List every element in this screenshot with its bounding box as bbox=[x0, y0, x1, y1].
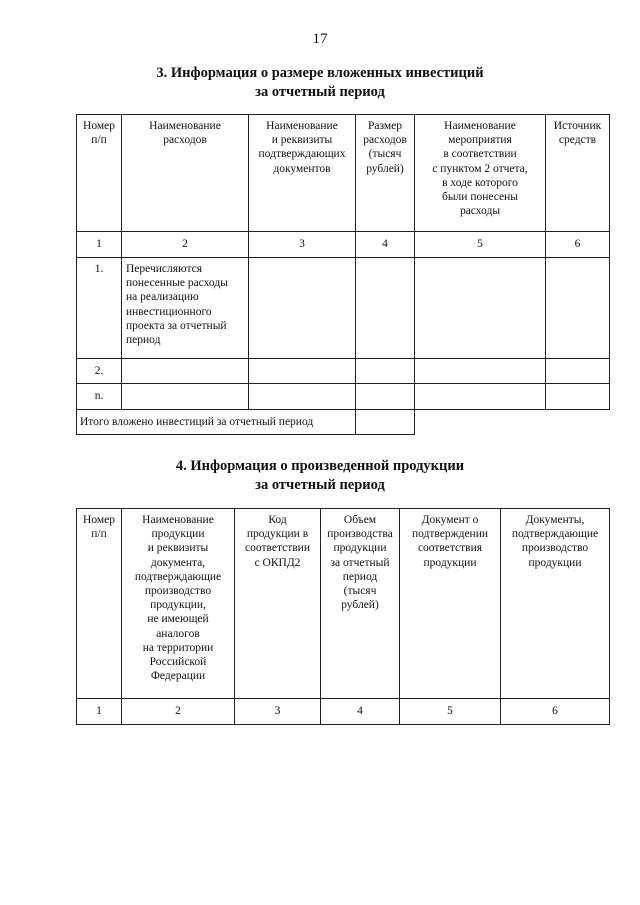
table-row bbox=[77, 384, 610, 410]
column-number: 5 bbox=[400, 699, 501, 725]
table-cell bbox=[249, 384, 356, 410]
header-production-volume: Объем производства продукции за отчетный период (тысяч рублей) bbox=[321, 509, 400, 699]
table-cell bbox=[249, 258, 356, 359]
column-number: 5 bbox=[415, 232, 546, 258]
header-documents: Наименование и реквизиты подтверждающих документов bbox=[249, 115, 356, 232]
section-4-title-line2: за отчетный период bbox=[255, 477, 385, 493]
header-okpd2-code: Код продукции в соответствии с ОКПД2 bbox=[235, 509, 321, 699]
column-number: 6 bbox=[501, 699, 610, 725]
section-3-title bbox=[0, 64, 640, 102]
table-cell bbox=[415, 384, 546, 410]
header-number: Номер п/п bbox=[77, 509, 122, 699]
header-conformity-document: Документ о подтверждении соответствия продукции bbox=[400, 509, 501, 699]
table-cell bbox=[546, 359, 610, 384]
products-table bbox=[76, 508, 610, 725]
column-number: 4 bbox=[356, 232, 415, 258]
table-cell bbox=[546, 258, 610, 359]
section-4-title bbox=[0, 457, 640, 495]
header-number: Номер п/п bbox=[77, 115, 122, 232]
header-source: Источник средств bbox=[546, 115, 610, 232]
column-number: 2 bbox=[122, 232, 249, 258]
page-number: 17 bbox=[312, 31, 328, 47]
table-cell bbox=[415, 258, 546, 359]
section-3-title-line2: за отчетный период bbox=[255, 84, 385, 100]
table-cell bbox=[546, 384, 610, 410]
table-cell bbox=[356, 359, 415, 384]
column-number: 4 bbox=[321, 699, 400, 725]
section-3-title-line1: 3. Информация о размере вложенных инвестиций bbox=[156, 65, 484, 81]
header-product-name: Наименование продукции и реквизиты документа, подтверждающие производство продукции, не имеющей аналогов на территории Российской Федерации bbox=[122, 509, 235, 699]
header-expense-name: Наименование расходов bbox=[122, 115, 249, 232]
total-value-cell bbox=[356, 410, 415, 435]
section-4-title-line1: 4. Информация о произведенной продукции bbox=[175, 458, 465, 474]
column-number: 3 bbox=[235, 699, 321, 725]
table-cell bbox=[415, 359, 546, 384]
header-activity: Наименование мероприятия в соответствии с пунктом 2 отчета, в ходе которого были понесены расходы bbox=[415, 115, 546, 232]
table-row bbox=[77, 258, 610, 359]
column-number: 6 bbox=[546, 232, 610, 258]
total-label: Итого вложено инвестиций за отчетный период bbox=[77, 410, 356, 435]
column-number: 1 bbox=[77, 699, 122, 725]
table-cell bbox=[249, 359, 356, 384]
column-number: 2 bbox=[122, 699, 235, 725]
row-number: 2. bbox=[77, 359, 122, 384]
header-production-documents: Документы, подтверждающие производство продукции bbox=[501, 509, 610, 699]
table-cell bbox=[356, 384, 415, 410]
total-row bbox=[77, 410, 610, 435]
header-amount: Размер расходов (тысяч рублей) bbox=[356, 115, 415, 232]
column-number: 3 bbox=[249, 232, 356, 258]
column-number: 1 bbox=[77, 232, 122, 258]
table-cell bbox=[356, 258, 415, 359]
row-number: n. bbox=[77, 384, 122, 410]
table-row bbox=[77, 359, 610, 384]
row-number: 1. bbox=[77, 258, 122, 359]
table-cell bbox=[122, 384, 249, 410]
investments-table bbox=[76, 114, 610, 435]
row-description: Перечисляются понесенные расходы на реализацию инвестиционного проекта за отчетный период bbox=[122, 258, 249, 359]
table-cell bbox=[122, 359, 249, 384]
